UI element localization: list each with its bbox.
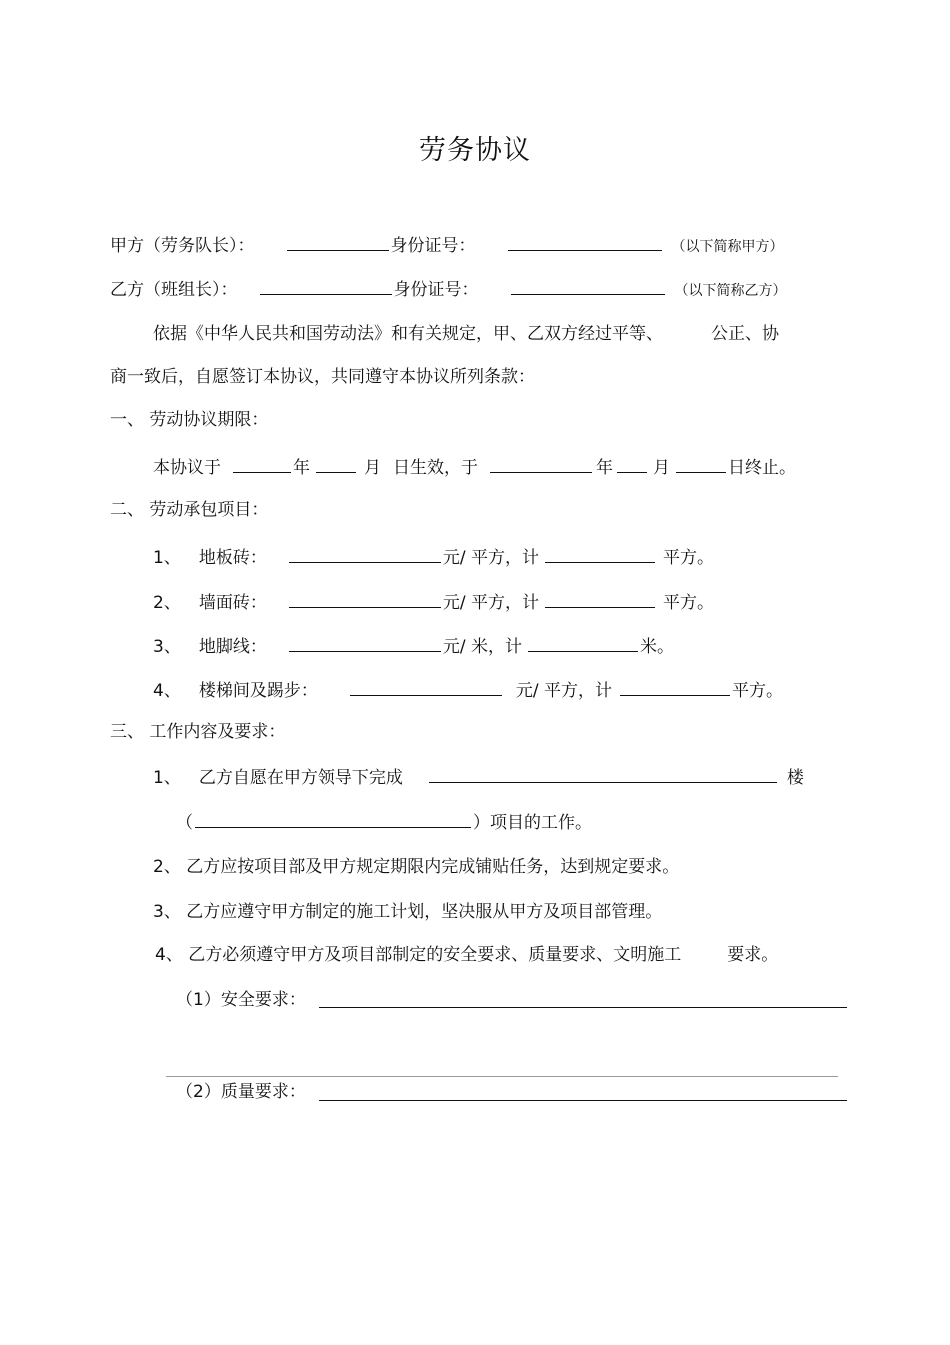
project-item-name: 楼梯间及踢步： [198, 681, 318, 701]
party-b-id-label: 身份证号： [393, 280, 479, 300]
project-item-price-text: 元/ 米，计 [442, 637, 522, 657]
project-name-field[interactable] [195, 809, 471, 828]
project-item-name: 地板砖： [198, 548, 267, 568]
project-item-name: 地脚线： [198, 637, 267, 657]
month-label: 月 [364, 458, 381, 478]
quality-requirement-field[interactable] [319, 1100, 847, 1101]
work-item-4 [155, 943, 778, 967]
party-b-line [110, 276, 787, 303]
project-item-num: 1、 [153, 548, 181, 568]
section-3-heading: 三、 工作内容及要求： [110, 722, 286, 742]
paren-close-text: ）项目的工作。 [473, 813, 592, 833]
project-item-unit: 平方。 [662, 548, 714, 568]
project-item-price-text: 元/ 平方，计 [442, 593, 539, 613]
building-field[interactable] [429, 764, 777, 783]
intro-text-a: 依据《中华人民共和国劳动法》和有关规定，甲、乙双方经过平等、 [153, 324, 663, 344]
work-item-1-end: 楼 [786, 768, 804, 788]
end-day-field[interactable] [676, 454, 726, 473]
term-start-text: 本协议于 [153, 458, 221, 478]
party-b-note: （以下简称乙方） [674, 283, 787, 299]
party-a-label: 甲方（劳务队长）： [110, 236, 255, 256]
party-a-name-field[interactable] [287, 232, 389, 251]
quantity-field[interactable] [620, 677, 730, 696]
project-item-unit: 平方。 [662, 593, 714, 613]
party-b-name-field[interactable] [260, 276, 392, 295]
section-1-heading: 一、 劳动协议期限： [110, 410, 269, 430]
party-b-label: 乙方（班组长）： [110, 280, 238, 300]
intro-line-2: 商一致后，自愿签订本协议，共同遵守本协议所列条款： [110, 367, 535, 387]
work-item-1 [153, 764, 804, 790]
work-item-3: 3、 乙方应遵守甲方制定的施工计划，坚决服从甲方及项目部管理。 [153, 902, 663, 922]
intro-text-b: 公正、协 [711, 324, 779, 344]
start-month-field[interactable] [316, 454, 356, 473]
project-item-unit: 平方。 [731, 681, 783, 701]
project-item-num: 4、 [153, 681, 181, 701]
work-item-2: 2、 乙方应按项目部及甲方规定期限内完成铺贴任务，达到规定要求。 [153, 857, 680, 877]
project-item-price-text: 元/ 平方，计 [515, 681, 612, 701]
project-item-unit: 米。 [639, 637, 674, 657]
unit-price-field[interactable] [350, 677, 502, 696]
party-a-line [110, 232, 784, 259]
year-label: 年 [293, 458, 310, 478]
project-item-num: 2、 [153, 593, 181, 613]
section-1-term-line [153, 454, 796, 480]
safety-requirement-field[interactable] [319, 1007, 847, 1008]
project-item-price-text: 元/ 平方，计 [442, 548, 539, 568]
end-year-field[interactable] [490, 454, 592, 473]
work-item-1-text: 乙方自愿在甲方领导下完成 [198, 768, 403, 788]
work-item-4-text-b: 要求。 [727, 945, 779, 965]
start-year-field[interactable] [233, 454, 291, 473]
quantity-field[interactable] [545, 589, 655, 608]
effective-text: 日生效，于 [393, 458, 478, 478]
party-a-note: （以下简称甲方） [671, 239, 784, 255]
end-month-field[interactable] [617, 454, 647, 473]
party-a-id-label: 身份证号： [390, 236, 476, 256]
unit-price-field[interactable] [289, 589, 441, 608]
project-item [153, 544, 714, 570]
safety-requirement-continuation-line[interactable] [166, 1076, 838, 1077]
section-2-heading: 二、 劳动承包项目： [110, 500, 269, 520]
party-b-id-field[interactable] [511, 276, 665, 295]
party-a-id-field[interactable] [508, 232, 662, 251]
document-title: 劳务协议 [419, 135, 531, 166]
quantity-field[interactable] [545, 544, 655, 563]
quantity-field[interactable] [528, 633, 638, 652]
unit-price-field[interactable] [289, 544, 441, 563]
intro-line-1 [153, 322, 779, 346]
safety-requirement-label: （1）安全要求： [176, 990, 306, 1010]
project-item [153, 677, 783, 703]
project-item-num: 3、 [153, 637, 181, 657]
work-item-1-num: 1、 [153, 768, 181, 788]
unit-price-field[interactable] [289, 633, 441, 652]
work-item-1-project-line [176, 809, 592, 835]
paren-open: （ [176, 813, 193, 833]
project-item [153, 633, 674, 659]
project-item-name: 墙面砖： [198, 593, 267, 613]
term-end-text: 日终止。 [728, 458, 796, 478]
quality-requirement-label: （2）质量要求： [176, 1082, 306, 1102]
month-label-2: 月 [653, 458, 670, 478]
work-item-4-text-a: 4、 乙方必须遵守甲方及项目部制定的安全要求、质量要求、文明施工 [155, 945, 682, 965]
project-item [153, 589, 714, 615]
year-label-2: 年 [596, 458, 613, 478]
